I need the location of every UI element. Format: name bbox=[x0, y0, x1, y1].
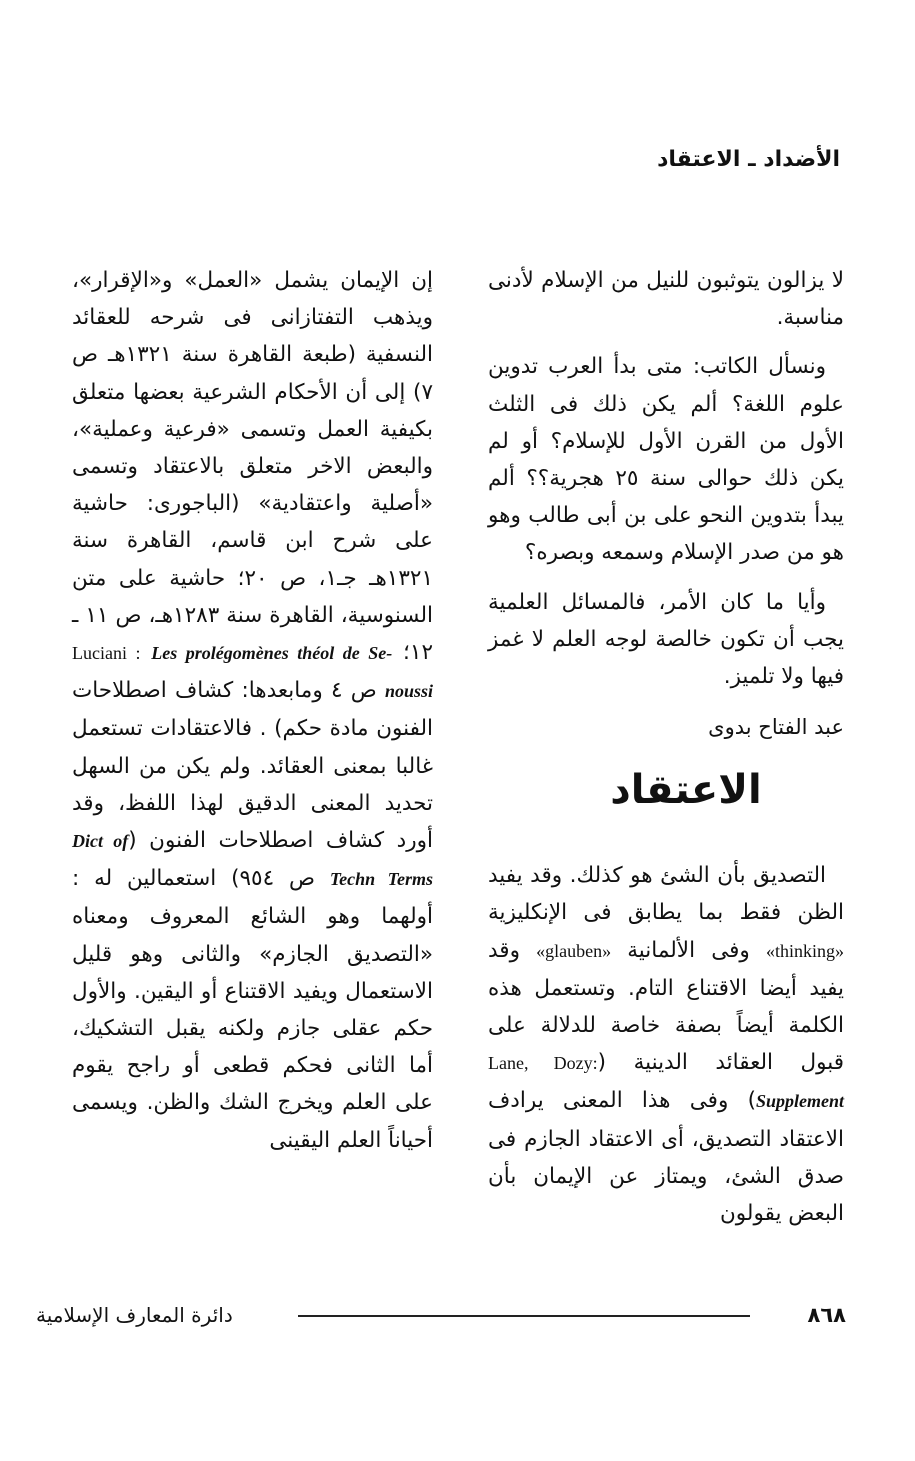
left-column bbox=[72, 262, 433, 1171]
definition-text-3: وقد يفيد أيضا الاقتناع التام. وتستعمل هذه الكلمة أيضاً بصفة خاصة للدلالة على قبول العقائد الدينية ( bbox=[488, 937, 844, 1076]
term-thinking: «thinking» bbox=[765, 940, 844, 961]
left-text-2: ص ٤ ومابعدها: كشاف اصطلاحات الفنون مادة حكم) . فالاعتقادات تستعمل غالبا بمعنى العقائد. ولم يكن من السهل تحديد المعنى الدقيق لهذا اللفظ، وقد أورد كشاف اصطلاحات الفنون ( bbox=[72, 678, 433, 854]
definition-text-2: وفى الألمانية bbox=[627, 937, 750, 963]
running-header: الأضداد ـ الاعتقاد bbox=[657, 147, 840, 172]
page-footer bbox=[36, 1300, 846, 1330]
page-number: ٨٦٨ bbox=[807, 1303, 846, 1327]
left-text-1: إن الإيمان يشمل «العمل» و«الإقرار»، ويذهب التفتازانى فى شرحه للعقائد النسفية (طبعة القاهرة سنة ١٣٢١هـ ص ٧) إلى أن الأحكام الشرعية بعضها متعلق بكيفية العمل وتسمى «فرعية وعملية»، والبعض الاخر متعلق بالاعتقاد وتسمى «أصلية واعتقادية» (الباجورى: حاشية على شرح ابن قاسم، القاهرة سنة ١٣٢١هـ جـ١، ص ٢٠؛ حاشية على متن السنوسية، القاهرة سنة ١٢٨٣هـ، ص ١١ ـ ١٢؛ bbox=[72, 268, 434, 666]
left-text-3: ص ٩٥٤) استعمالين له : أولهما وهو الشائع المعروف ومعناه «التصديق الجازم» والثانى وهو قليل الاستعمال ويفيد الاقتناع أو اليقين. والأول حكم عقلى جازم ولكنه يقبل التشكيك، أما الثانى فحكم قطعى أو راجح يقوم على العلم ويخرج الشك والظن. ويسمى أحياناً العلم اليقينى bbox=[72, 866, 433, 1153]
definition-text-1: التصديق بأن الشئ هو كذلك. وقد يفيد الظن فقط بما يطابق فى الإنكليزية bbox=[488, 863, 844, 926]
reference-dict-terms: Dict of Techn Terms bbox=[72, 831, 434, 890]
definition-paragraph bbox=[488, 857, 844, 1232]
article-title: الاعتقاد bbox=[610, 767, 762, 814]
reference-supplement: Supplement bbox=[755, 1091, 844, 1112]
footer-rule bbox=[298, 1315, 750, 1317]
reference-lane-dozy: Lane, Dozy: bbox=[488, 1053, 598, 1074]
term-glauben: «glauben» bbox=[536, 940, 612, 961]
definition-text-4: ) وفى هذا المعنى يرادف الاعتقاد التصديق، أى الاعتقاد الجازم فى صدق الشئ، ويمتاز عن الإيمان بأن البعض يقولون bbox=[488, 1088, 844, 1227]
author-signature: عبد الفتاح بدوى bbox=[708, 715, 844, 740]
conclusion-paragraph: وأيا ما كان الأمر، فالمسائل العلمية يجب أن تكون خالصة لوجه العلم لا غمز فيها ولا تلميز. bbox=[488, 589, 844, 690]
left-paragraph bbox=[72, 262, 433, 1159]
reference-luciani: Luciani : bbox=[72, 643, 141, 664]
reference-prolegomenes: Les prolégomènes théol de Se- noussi bbox=[151, 643, 433, 702]
continuation-paragraph: لا يزالون يتوثبون للنيل من الإسلام لأدنى مناسبة. bbox=[488, 268, 844, 331]
question-paragraph: ونسأل الكاتب: متى بدأ العرب تدوين علوم اللغة؟ ألم يكن ذلك فى الثلث الأول من القرن الأول للإسلام؟ أو لم يكن ذلك حوالى سنة ٢٥ هجرية؟؟ ألم يبدأ بتدوين النحو على بن أبى طالب وهو هو من صدر الإسلام وسمعه وبصره؟ bbox=[488, 354, 844, 566]
right-column bbox=[488, 262, 844, 1244]
publication-title: دائرة المعارف الإسلامية bbox=[36, 1303, 233, 1327]
